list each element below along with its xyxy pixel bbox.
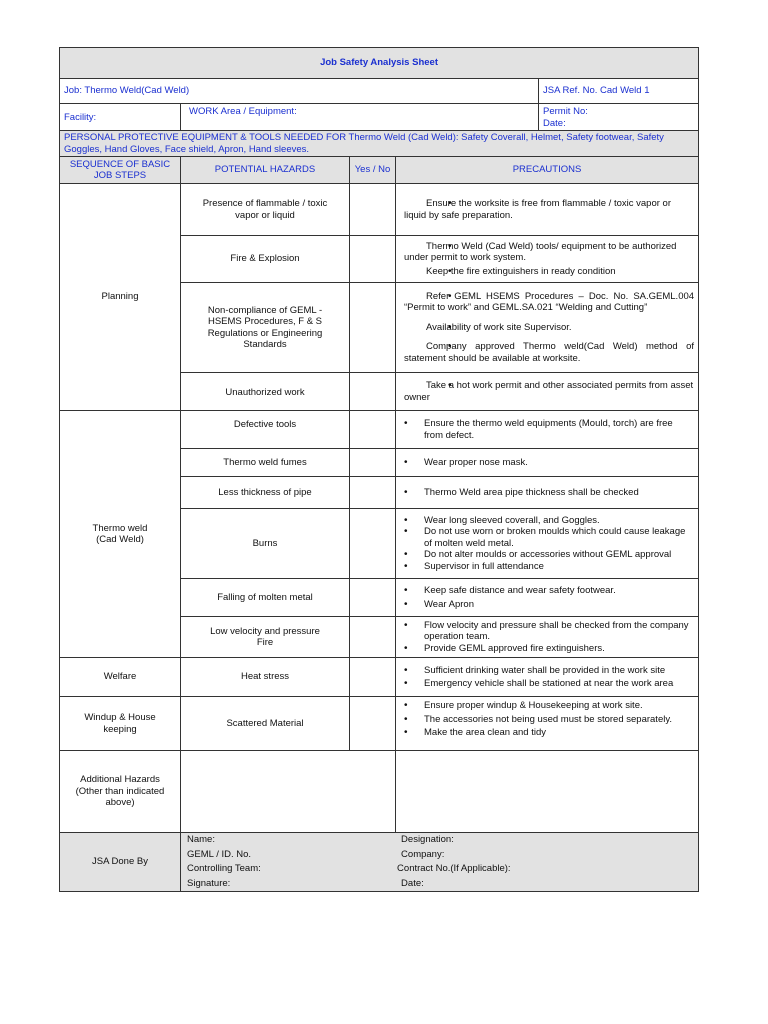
precaution-item: • Do not use worn or broken moulds which could cause leakage of molten weld metal. — [400, 526, 694, 549]
signature-label: Signature: — [187, 877, 231, 889]
jsa-ref-field: JSA Ref. No. Cad Weld 1 — [539, 79, 699, 104]
precaution-item: • Availability of work site Supervisor. — [400, 322, 694, 334]
yesno-cell — [350, 283, 396, 373]
precaution-item: • Sufficient drinking water shall be provided in the work site — [400, 665, 694, 677]
precautions-cell — [396, 373, 699, 411]
yesno-cell — [350, 411, 396, 449]
signoff-block — [181, 833, 699, 892]
precaution-item: • Flow velocity and pressure shall be checked from the company operation team. — [400, 620, 694, 643]
additional-hazards-label: Additional Hazards (Other than indicated above) — [60, 751, 181, 833]
permit-no-label: Permit No: — [543, 106, 588, 117]
precautions-list — [400, 700, 694, 739]
precaution-item: • Keep the fire extinguishers in ready condition — [400, 266, 694, 278]
precautions-list — [400, 665, 694, 690]
precautions-list — [400, 457, 694, 469]
precaution-item: • Do not alter moulds or accessories without GEML approval — [400, 549, 694, 561]
precautions-cell — [396, 283, 699, 373]
signoff-line — [187, 862, 694, 877]
designation-label: Designation: — [401, 834, 454, 845]
precautions-cell — [396, 579, 699, 617]
precautions-list — [400, 418, 694, 441]
yesno-cell — [350, 579, 396, 617]
additional-precautions-cell — [396, 751, 699, 833]
yesno-cell — [350, 477, 396, 509]
date-label: Date: — [543, 117, 566, 129]
header-yesno: Yes / No — [350, 157, 396, 184]
hazard-cell: Burns — [181, 509, 350, 579]
controlling-team-label: Controlling Team: — [187, 863, 261, 874]
geml-id-label: GEML / ID. No. — [187, 848, 252, 860]
hazard-cell: Non-compliance of GEML - HSEMS Procedures, F & S Regulations or Engineering Standards — [181, 283, 350, 373]
hazard-cell: Less thickness of pipe — [181, 477, 350, 509]
step-windup: Windup & House keeping — [60, 697, 181, 751]
signoff-date-label: Date: — [401, 877, 424, 889]
precautions-list — [400, 585, 694, 610]
yesno-cell — [350, 697, 396, 751]
precaution-item: • Thermo Weld (Cad Weld) tools/ equipment to be authorized under permit to work system. — [400, 241, 694, 264]
precautions-cell — [396, 411, 699, 449]
precaution-item: • Company approved Thermo weld(Cad Weld) method of statement should be available at worksite. — [400, 341, 694, 364]
step-thermo-weld: Thermo weld (Cad Weld) — [60, 411, 181, 658]
additional-hazards-cell — [181, 751, 396, 833]
jsa-table — [59, 47, 699, 892]
precautions-list — [400, 515, 694, 573]
permit-date-field — [539, 104, 699, 131]
work-area-field: WORK Area / Equipment: — [181, 104, 539, 131]
hazard-cell: Presence of flammable / toxic vapor or liquid — [181, 184, 350, 236]
precaution-item: • Take a hot work permit and other associated permits from asset owner — [400, 380, 694, 403]
precautions-cell — [396, 236, 699, 283]
yesno-cell — [350, 449, 396, 477]
precaution-item: • Keep safe distance and wear safety footwear. — [400, 585, 694, 597]
precautions-cell — [396, 617, 699, 658]
yesno-cell — [350, 184, 396, 236]
header-sequence: SEQUENCE OF BASIC JOB STEPS — [60, 157, 181, 184]
precautions-cell — [396, 509, 699, 579]
jsa-done-by-label: JSA Done By — [60, 833, 181, 892]
precautions-list — [400, 291, 694, 365]
hazard-cell: Thermo weld fumes — [181, 449, 350, 477]
precaution-item: • Ensure the thermo weld equipments (Mould, torch) are free from defect. — [400, 418, 694, 441]
precaution-item: • Supervisor in full attendance — [400, 561, 694, 573]
hazard-cell: Low velocity and pressure Fire — [181, 617, 350, 658]
precaution-item: • Make the area clean and tidy — [400, 727, 694, 739]
precaution-item: • Ensure proper windup & Housekeeping at work site. — [400, 700, 694, 712]
hazard-cell: Heat stress — [181, 658, 350, 697]
precautions-cell — [396, 184, 699, 236]
step-welfare: Welfare — [60, 658, 181, 697]
precautions-cell — [396, 449, 699, 477]
name-label: Name: — [187, 834, 215, 845]
yesno-cell — [350, 373, 396, 411]
job-field: Job: Thermo Weld(Cad Weld) — [60, 79, 539, 104]
hazard-cell: Defective tools — [181, 411, 350, 449]
precaution-item: • Provide GEML approved fire extinguishers. — [400, 643, 694, 655]
precautions-cell — [396, 477, 699, 509]
step-planning: Planning — [60, 184, 181, 411]
precaution-item: • Thermo Weld area pipe thickness shall be checked — [400, 487, 694, 499]
precautions-cell — [396, 658, 699, 697]
precaution-item: • Wear Apron — [400, 599, 694, 611]
precaution-item: • Wear proper nose mask. — [400, 457, 694, 469]
precaution-item: • Refer GEML HSEMS Procedures – Doc. No. SA.GEML.004 “Permit to work” and GEML.SA.021 “Welding and Cutting” — [400, 291, 694, 314]
sheet-title: Job Safety Analysis Sheet — [60, 48, 699, 79]
ppe-note: PERSONAL PROTECTIVE EQUIPMENT & TOOLS NEEDED FOR Thermo Weld (Cad Weld): Safety Coverall, Helmet, Safety footwear, Safety Goggles, Hand Gloves, Face shield, Apron, Hand sleeves. — [60, 131, 699, 157]
hazard-cell: Unauthorized work — [181, 373, 350, 411]
hazard-cell: Fire & Explosion — [181, 236, 350, 283]
precaution-item: • Ensure the worksite is free from flammable / toxic vapor or liquid by safe preparation. — [400, 198, 694, 221]
header-hazards: POTENTIAL HAZARDS — [181, 157, 350, 184]
signoff-line — [187, 833, 694, 848]
precautions-cell — [396, 697, 699, 751]
header-precautions: PRECAUTIONS — [396, 157, 699, 184]
signoff-line — [187, 848, 694, 863]
precautions-list — [400, 487, 694, 499]
company-label: Company: — [401, 848, 445, 860]
yesno-cell — [350, 658, 396, 697]
contract-no-label: Contract No.(If Applicable): — [397, 863, 511, 874]
precautions-list — [400, 198, 694, 221]
facility-field: Facility: — [60, 104, 181, 131]
signoff-line — [187, 877, 694, 892]
precautions-list — [400, 380, 694, 403]
yesno-cell — [350, 509, 396, 579]
yesno-cell — [350, 617, 396, 658]
hazard-cell: Falling of molten metal — [181, 579, 350, 617]
precaution-item: • Emergency vehicle shall be stationed at near the work area — [400, 678, 694, 690]
precaution-item: • The accessories not being used must be stored separately. — [400, 714, 694, 726]
hazard-cell: Scattered Material — [181, 697, 350, 751]
yesno-cell — [350, 236, 396, 283]
precaution-item: • Wear long sleeved coverall, and Goggles. — [400, 515, 694, 527]
precautions-list — [400, 620, 694, 655]
precautions-list — [400, 241, 694, 278]
